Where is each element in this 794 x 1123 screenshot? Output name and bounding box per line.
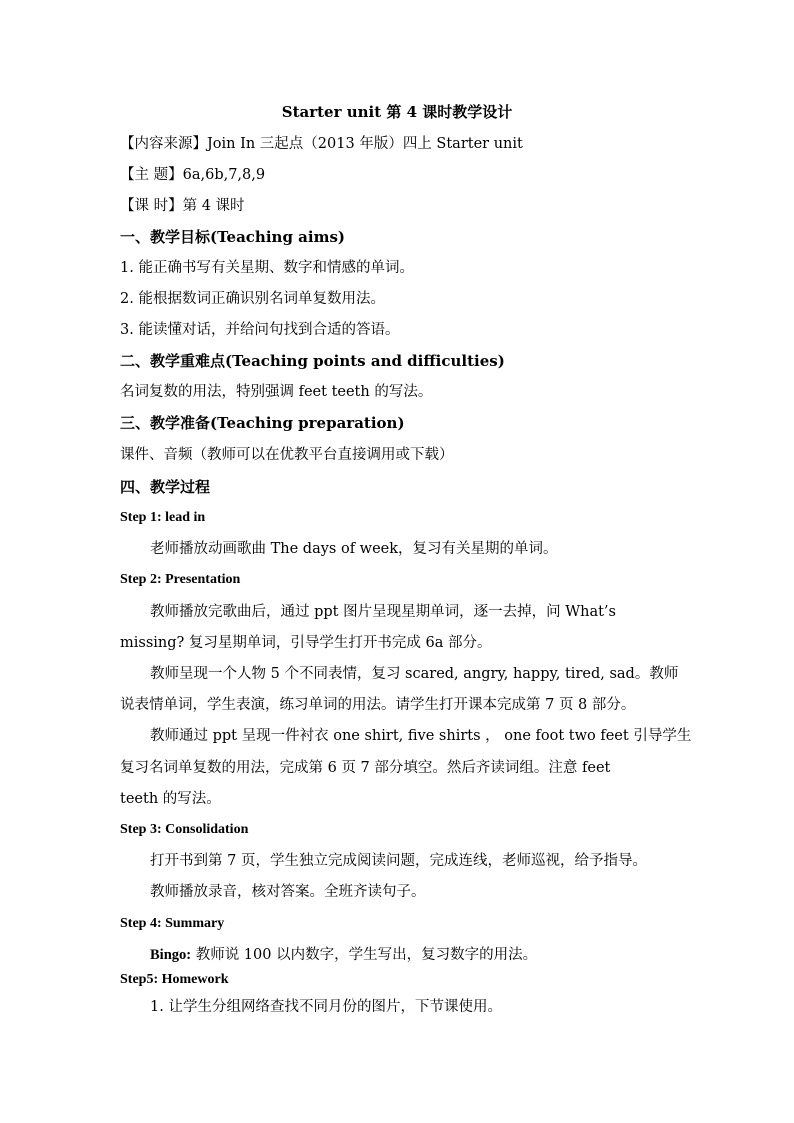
step-2-text: 说表情单词，学生表演，练习单词的用法。请学生打开课本完成第 7 页 8 部分。 (120, 697, 636, 713)
prep-text: 课件、音频（教师可以在优教平台直接调用或下载） (120, 447, 454, 463)
step-2-text: missing? 复习星期单词，引导学生打开书完成 6a 部分。 (120, 635, 492, 651)
points-text: 名词复数的用法，特别强调 feet teeth 的写法。 (120, 384, 433, 400)
step-2-text: 复习名词单复数的用法，完成第 6 页 7 部分填空。然后齐读词组。注意 feet (120, 760, 611, 776)
aim-item: 3. 能读懂对话，并给问句找到合适的答语。 (120, 322, 400, 338)
meta-topic: 【主 题】6a,6b,7,8,9 (120, 167, 266, 183)
step-3-text: 打开书到第 7 页，学生独立完成阅读问题，完成连线，老师巡视，给予指导。 (150, 853, 647, 869)
step-4-body: 教师说 100 以内数字，学生写出，复习数字的用法。 (191, 947, 538, 963)
step-1-title: Step 1: lead in (120, 510, 206, 525)
section-aims-heading: 一、教学目标(Teaching aims) (120, 228, 345, 246)
step-2-text: 教师呈现一个人物 5 个不同表情，复习 scared, angry, happy, tired, sad。教师 (150, 666, 679, 682)
step-2-text: 教师播放完歌曲后，通过 ppt 图片呈现星期单词，逐一去掉，问 What’s (150, 604, 616, 620)
meta-source: 【内容来源】Join In 三起点（2013 年版）四上 Starter unit (120, 136, 523, 152)
section-points-heading: 二、教学重难点(Teaching points and difficulties) (120, 352, 505, 370)
step-4-text (150, 945, 537, 965)
step-3-title: Step 3: Consolidation (120, 822, 249, 837)
aim-item: 1. 能正确书写有关星期、数字和情感的单词。 (120, 260, 414, 276)
aim-item: 2. 能根据数词正确识别名词单复数用法。 (120, 291, 385, 307)
section-process-heading: 四、教学过程 (120, 478, 211, 496)
section-prep-heading: 三、教学准备(Teaching preparation) (120, 414, 405, 432)
step-5-text: 1. 让学生分组网络查找不同月份的图片，下节课使用。 (150, 999, 502, 1015)
step-1-text: 老师播放动画歌曲 The days of week，复习有关星期的单词。 (150, 541, 558, 557)
step-2-title: Step 2: Presentation (120, 572, 241, 587)
meta-lesson: 【课 时】第 4 课时 (120, 198, 245, 214)
bingo-label: Bingo: (150, 947, 192, 963)
step-4-title: Step 4: Summary (120, 916, 225, 931)
step-2-text: 教师通过 ppt 呈现一件衬衣 one shirt, five shirts ， one foot two feet 引导学生 (150, 728, 692, 744)
step-2-text: teeth 的写法。 (120, 791, 221, 807)
step-3-text: 教师播放录音，核对答案。全班齐读句子。 (150, 884, 426, 900)
step-5-title: Step5: Homework (120, 972, 229, 987)
document-title: Starter unit 第 4 课时教学设计 (281, 103, 513, 121)
